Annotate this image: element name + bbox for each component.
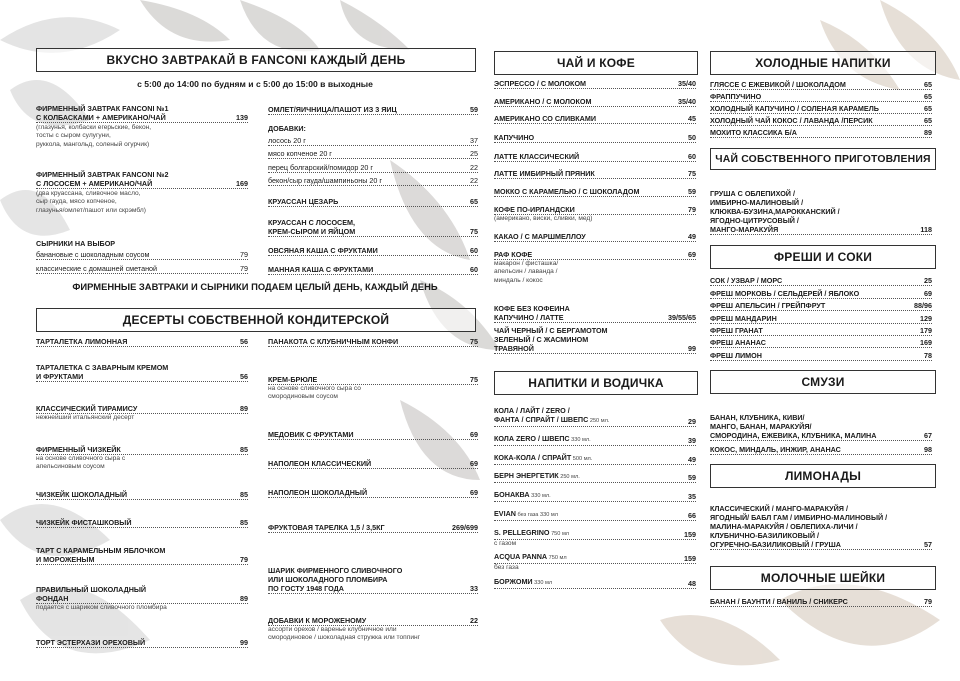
menu-item bbox=[268, 337, 478, 347]
item-price: 22 bbox=[470, 176, 478, 185]
menu-item bbox=[494, 79, 696, 89]
item-price: 65 bbox=[470, 197, 478, 206]
menu-item-own-tea bbox=[710, 174, 932, 235]
item-name: ФИРМЕННЫЙ ЗАВТРАК FANCONI №1 С КОЛБАСКАМИ + АМЕРИКАНО/ЧАЙ bbox=[36, 104, 169, 122]
item-name: ДОБАВКИ: bbox=[268, 124, 306, 133]
menu-item bbox=[710, 301, 932, 311]
item-name: ЧИЗКЕЙК ШОКОЛАДНЫЙ bbox=[36, 490, 128, 499]
menu-item bbox=[710, 351, 932, 361]
item-price: 75 bbox=[470, 337, 478, 346]
fresh-juice-section-title: ФРЕШИ И СОКИ bbox=[710, 245, 936, 269]
item-name: ФРЕШ АПЕЛЬСИН / ГРЕЙПФРУТ bbox=[710, 301, 826, 310]
item-name: перец болгарский/помидор 20 г bbox=[268, 163, 374, 172]
menu-item bbox=[268, 566, 478, 594]
item-price: 39/55/65 bbox=[668, 313, 696, 322]
item-name: КОФЕ БЕЗ КОФЕИНА КАПУЧИНО / ЛАТТЕ bbox=[494, 304, 570, 322]
item-name: РАФ КОФЕ bbox=[494, 250, 533, 259]
item-name: БАНАН, КЛУБНИКА, КИВИ/ МАНГО, БАНАН, МАРАКУЙЯ/ СМОРОДИНА, ЕЖЕВИКА, КЛУБНИКА, МАЛИНА bbox=[710, 413, 877, 440]
menu-item bbox=[36, 404, 248, 414]
item-name: КЛАССИЧЕСКИЙ ТИРАМИСУ bbox=[36, 404, 138, 413]
menu-item-syrniki-classic bbox=[36, 264, 248, 274]
menu-item bbox=[36, 518, 248, 528]
menu-item bbox=[494, 133, 696, 143]
tea-coffee-section-title: ЧАЙ И КОФЕ bbox=[494, 51, 698, 75]
item-name: КРУАССАН ЦЕЗАРЬ bbox=[268, 197, 339, 206]
item-price: 59 bbox=[470, 105, 478, 114]
item-name: ЛАТТЕ ИМБИРНЫЙ ПРЯНИК bbox=[494, 169, 595, 178]
item-price: 88/96 bbox=[914, 301, 932, 310]
item-price: 25 bbox=[470, 149, 478, 158]
menu-item-croissant-caesar bbox=[268, 197, 478, 207]
item-price: 89 bbox=[924, 128, 932, 137]
item-price: 49 bbox=[688, 455, 696, 464]
item-price: 45 bbox=[688, 114, 696, 123]
item-name: МОХИТО КЛАССИКА Б/А bbox=[710, 128, 797, 137]
menu-item bbox=[494, 455, 696, 465]
item-name: СЫРНИКИ НА ВЫБОР bbox=[36, 239, 116, 248]
item-name: ЭСПРЕССО / С МОЛОКОМ bbox=[494, 79, 587, 88]
item-price: 159 bbox=[684, 530, 696, 539]
item-price: 33 bbox=[470, 584, 478, 593]
item-name: БАНАН / БАУНТИ / ВАНИЛЬ / СНИКЕРС bbox=[710, 597, 848, 606]
item-name: КАПУЧИНО bbox=[494, 133, 535, 142]
item-description: (американо, виски, сливки, мед) bbox=[494, 215, 593, 222]
item-price: 79 bbox=[240, 250, 248, 259]
item-description: на основе сливочного сыра со смородиновым соусом bbox=[268, 385, 361, 401]
item-name: ПАНАКОТА С КЛУБНИЧНЫМ КОНФИ bbox=[268, 337, 399, 346]
item-name: ТОРТ ЭСТЕРХАЗИ ОРЕХОВЫЙ bbox=[36, 638, 146, 647]
item-price: 48 bbox=[688, 579, 696, 588]
item-price: 75 bbox=[470, 227, 478, 236]
item-price: 69 bbox=[688, 250, 696, 259]
menu-item bbox=[494, 187, 696, 197]
item-price: 99 bbox=[240, 638, 248, 647]
item-name: АМЕРИКАНО СО СЛИВКАМИ bbox=[494, 114, 597, 123]
menu-item bbox=[494, 326, 696, 354]
additions-title bbox=[268, 124, 478, 133]
item-name: ACQUA PANNA 750 мл bbox=[494, 552, 567, 561]
item-name: ЧИЗКЕЙК ФИСТАШКОВЫЙ bbox=[36, 518, 132, 527]
item-price: 57 bbox=[924, 540, 932, 549]
menu-item-omelet bbox=[268, 105, 478, 115]
item-volume: 330 мл. bbox=[529, 493, 551, 499]
item-price: 169 bbox=[920, 338, 932, 347]
menu-item-milkshake bbox=[710, 597, 932, 607]
menu-item-smoothie-coconut bbox=[710, 445, 932, 455]
item-price: 89 bbox=[240, 594, 248, 603]
item-price: 35/40 bbox=[678, 97, 696, 106]
item-volume: 250 мл. bbox=[558, 474, 580, 480]
item-name: КОЛА ZERO / ШВЕПС 330 мл. bbox=[494, 434, 591, 443]
item-price: 269/699 bbox=[452, 523, 478, 532]
breakfast-hours: с 5:00 до 14:00 по будням и с 5:00 до 15:00 в выходные bbox=[137, 79, 373, 89]
item-name: S. PELLEGRINO 750 мл bbox=[494, 528, 570, 537]
menu-item bbox=[494, 579, 696, 589]
item-price: 37 bbox=[470, 136, 478, 145]
item-name: КРЕМ-БРЮЛЕ bbox=[268, 375, 318, 384]
item-price: 22 bbox=[470, 163, 478, 172]
item-price: 89 bbox=[240, 404, 248, 413]
desserts-section-title: ДЕСЕРТЫ СОБСТВЕННОЙ КОНДИТЕРСКОЙ bbox=[36, 308, 476, 332]
menu-item bbox=[268, 375, 478, 385]
item-price: 79 bbox=[240, 264, 248, 273]
item-name: КОЛА / ЛАЙТ / ZERO / ФАНТА / СПРАЙТ / ШВЕПС 250 мл. bbox=[494, 406, 610, 424]
menu-item bbox=[268, 616, 478, 626]
menu-item bbox=[494, 250, 696, 260]
menu-item bbox=[710, 92, 932, 102]
item-volume: без газа 330 мл bbox=[515, 512, 558, 518]
menu-item-addition-salmon bbox=[268, 136, 478, 146]
item-name: ФРЕШ ЛИМОН bbox=[710, 351, 762, 360]
item-price: 60 bbox=[470, 246, 478, 255]
menu-item bbox=[36, 585, 248, 604]
all-day-note: ФИРМЕННЫЕ ЗАВТРАКИ И СЫРНИКИ ПОДАЕМ ЦЕЛЫЙ ДЕНЬ, КАЖДЫЙ ДЕНЬ bbox=[72, 281, 438, 292]
item-price: 35 bbox=[688, 492, 696, 501]
item-name: ГРУША С ОБЛЕПИХОЙ / ИМБИРНО-МАЛИНОВЫЙ / КЛЮКВА-БУЗИНА,МАРОККАНСКИЙ / ЯГОДНО-ЦИТРУСОВЫЙ / МАНГО-МАРАКУЙЯ bbox=[710, 189, 840, 234]
item-name: МАННАЯ КАША С ФРУКТАМИ bbox=[268, 265, 374, 274]
item-name: ТАРТ С КАРАМЕЛЬНЫМ ЯБЛОЧКОМ И МОРОЖЕНЫМ bbox=[36, 546, 166, 564]
item-name: ФИРМЕННЫЙ ЧИЗКЕЙК bbox=[36, 445, 121, 454]
breakfast-section-title: ВКУСНО ЗАВТРАКАЙ В FANCONI КАЖДЫЙ ДЕНЬ bbox=[36, 48, 476, 72]
menu-item bbox=[494, 304, 696, 323]
item-name: ТАРТАЛЕТКА С ЗАВАРНЫМ КРЕМОМ И ФРУКТАМИ bbox=[36, 363, 169, 381]
item-name: ЧАЙ ЧЕРНЫЙ / С БЕРГАМОТОМ ЗЕЛЕНЫЙ / С ЖАСМИНОМ ТРАВЯНОЙ bbox=[494, 326, 608, 353]
item-name: СОК / УЗВАР / МОРС bbox=[710, 276, 783, 285]
item-price: 75 bbox=[688, 169, 696, 178]
item-price: 69 bbox=[924, 289, 932, 298]
item-name: КАКАО / С МАРШМЕЛЛОУ bbox=[494, 232, 586, 241]
item-price: 29 bbox=[688, 417, 696, 426]
menu-item bbox=[268, 488, 478, 498]
item-name: КОКОС, МИНДАЛЬ, ИНЖИР, АНАНАС bbox=[710, 445, 841, 454]
item-price: 69 bbox=[470, 488, 478, 497]
item-price: 85 bbox=[240, 445, 248, 454]
menu-item bbox=[268, 430, 478, 440]
item-volume: 250 мл. bbox=[588, 418, 610, 424]
item-price: 67 bbox=[924, 431, 932, 440]
menu-item bbox=[710, 289, 932, 299]
item-price: 39 bbox=[688, 436, 696, 445]
menu-item bbox=[494, 152, 696, 162]
menu-item-breakfast-2 bbox=[36, 170, 248, 189]
item-name: ГЛЯССЕ С ЕЖЕВИКОЙ / ШОКОЛАДОМ bbox=[710, 80, 846, 89]
menu-item bbox=[494, 169, 696, 179]
item-description: подается с шариком сливочного пломбира bbox=[36, 604, 167, 611]
item-name: МЕДОВИК С ФРУКТАМИ bbox=[268, 430, 354, 439]
menu-item bbox=[36, 546, 248, 565]
menu-item bbox=[710, 128, 932, 138]
item-name: БОРЖОМИ 330 мл bbox=[494, 577, 553, 586]
item-price: 59 bbox=[688, 187, 696, 196]
menu-item-syrniki-banana bbox=[36, 250, 248, 260]
menu-item bbox=[710, 338, 932, 348]
item-name: НАПОЛЕОН КЛАССИЧЕСКИЙ bbox=[268, 459, 372, 468]
item-description: (два круассана, сливочное масло, сыр гауда, мясо копченое, глазунья/омлет/пашот или скрэмбл) bbox=[36, 190, 146, 214]
item-price: 69 bbox=[470, 459, 478, 468]
item-price: 118 bbox=[920, 225, 932, 234]
item-price: 79 bbox=[924, 597, 932, 606]
menu-item bbox=[36, 337, 248, 347]
menu-item bbox=[494, 436, 696, 446]
item-price: 129 bbox=[920, 314, 932, 323]
item-price: 179 bbox=[920, 326, 932, 335]
item-name: классические с домашней сметаной bbox=[36, 264, 158, 273]
item-name: ШАРИК ФИРМЕННОГО СЛИВОЧНОГО ИЛИ ШОКОЛАДНОГО ПЛОМБИРА ПО ГОСТУ 1948 ГОДА bbox=[268, 566, 403, 593]
item-name: ЛАТТЕ КЛАССИЧЕСКИЙ bbox=[494, 152, 580, 161]
item-price: 79 bbox=[688, 205, 696, 214]
item-price: 56 bbox=[240, 372, 248, 381]
menu-item bbox=[710, 80, 932, 90]
item-volume: 500 мл. bbox=[571, 456, 593, 462]
menu-item bbox=[36, 490, 248, 500]
menu-item bbox=[494, 205, 696, 215]
menu-item-addition-pepper bbox=[268, 163, 478, 173]
item-price: 85 bbox=[240, 490, 248, 499]
item-name: банановые с шоколадным соусом bbox=[36, 250, 150, 259]
menu-item bbox=[710, 314, 932, 324]
item-price: 75 bbox=[470, 375, 478, 384]
menu-item-lemonade bbox=[710, 494, 932, 550]
item-name: КРУАССАН С ЛОСОСЕМ, КРЕМ-СЫРОМ И ЯЙЦОМ bbox=[268, 218, 356, 236]
item-name: БОНАКВА 330 мл. bbox=[494, 490, 551, 499]
menu-item bbox=[494, 530, 696, 540]
menu-item bbox=[268, 523, 478, 533]
item-name: ФРЕШ АНАНАС bbox=[710, 338, 766, 347]
item-name: ОВСЯНАЯ КАША С ФРУКТАМИ bbox=[268, 246, 378, 255]
menu-item bbox=[494, 473, 696, 483]
item-volume: 330 мл bbox=[532, 580, 553, 586]
item-price: 65 bbox=[924, 104, 932, 113]
menu-item bbox=[494, 97, 696, 107]
item-name: EVIAN без газа 330 мл bbox=[494, 509, 558, 518]
item-description: ассорти орехов / варенье клубничное или смородиновое / шоколадная стружка или топпинг bbox=[268, 626, 421, 642]
item-price: 22 bbox=[470, 616, 478, 625]
item-name: ФИРМЕННЫЙ ЗАВТРАК FANCONI №2 С ЛОСОСЕМ + АМЕРИКАНО/ЧАЙ bbox=[36, 170, 169, 188]
item-name: ФРАППУЧИНО bbox=[710, 92, 762, 101]
item-price: 85 bbox=[240, 518, 248, 527]
item-name: ПРАВИЛЬНЫЙ ШОКОЛАДНЫЙ ФОНДАН bbox=[36, 585, 147, 603]
item-name: ХОЛОДНЫЙ КАПУЧИНО / СОЛЕНАЯ КАРАМЕЛЬ bbox=[710, 104, 879, 113]
item-price: 169 bbox=[236, 179, 248, 188]
menu-item bbox=[36, 445, 248, 455]
item-name: ОМЛЕТ/ЯИЧНИЦА/ПАШОТ ИЗ 3 ЯИЦ bbox=[268, 105, 397, 114]
item-price: 49 bbox=[688, 232, 696, 241]
item-name: ХОЛОДНЫЙ ЧАЙ КОКОС / ЛАВАНДА /ПЕРСИК bbox=[710, 116, 873, 125]
item-price: 139 bbox=[236, 113, 248, 122]
item-name: КЛАССИЧЕСКИЙ / МАНГО-МАРАКУЙЯ / ЯГОДНЫЙ/ БАБЛ ГАМ / ИМБИРНО-МАЛИНОВЫЙ / МАЛИНА-МАРАКУЙЯ / ОБЛЕПИХА-ЛИЧИ / КЛУБНИЧНО-БАЗИЛИКОВЫЙ / ОГУРЕЧНО-БАЗИЛИКОВЫЙ / ГРУША bbox=[710, 504, 888, 549]
item-description: с газом bbox=[494, 540, 517, 547]
item-price: 65 bbox=[924, 80, 932, 89]
item-name: КОКА-КОЛА / СПРАЙТ 500 мл. bbox=[494, 453, 593, 462]
syrniki-title bbox=[36, 239, 248, 248]
item-volume: 750 мл bbox=[549, 531, 570, 537]
menu-item bbox=[494, 232, 696, 242]
menu-item-smoothie bbox=[710, 404, 932, 441]
menu-item bbox=[710, 104, 932, 114]
menu-item bbox=[710, 116, 932, 126]
item-price: 56 bbox=[240, 337, 248, 346]
item-price: 59 bbox=[688, 473, 696, 482]
lemonade-section-title: ЛИМОНАДЫ bbox=[710, 464, 936, 488]
item-name: ТАРТАЛЕТКА ЛИМОННАЯ bbox=[36, 337, 128, 346]
item-price: 99 bbox=[688, 344, 696, 353]
own-tea-section-title: ЧАЙ СОБСТВЕННОГО ПРИГОТОВЛЕНИЯ bbox=[710, 148, 936, 170]
menu-item bbox=[494, 114, 696, 124]
milkshake-section-title: МОЛОЧНЫЕ ШЕЙКИ bbox=[710, 566, 936, 590]
menu-item-addition-bacon bbox=[268, 176, 478, 186]
item-name: НАПОЛЕОН ШОКОЛАДНЫЙ bbox=[268, 488, 368, 497]
menu-item bbox=[494, 492, 696, 502]
menu-item bbox=[268, 459, 478, 469]
item-description: (глазунья, колбаски егерьские, бекон, тосты с сыром сулугуни, руккола, мангольд, соленый огурчик) bbox=[36, 124, 152, 148]
item-price: 159 bbox=[684, 554, 696, 563]
item-name: ДОБАВКИ К МОРОЖЕНОМУ bbox=[268, 616, 367, 625]
item-price: 25 bbox=[924, 276, 932, 285]
item-price: 50 bbox=[688, 133, 696, 142]
item-price: 65 bbox=[924, 116, 932, 125]
item-price: 98 bbox=[924, 445, 932, 454]
item-name: БЕРН ЭНЕРГЕТИК 250 мл. bbox=[494, 471, 580, 480]
item-name: ФРЕШ МАНДАРИН bbox=[710, 314, 777, 323]
menu-item bbox=[710, 276, 932, 286]
item-price: 79 bbox=[240, 555, 248, 564]
item-name: КОФЕ ПО-ИРЛАНДСКИ bbox=[494, 205, 575, 214]
menu-item-addition-meat bbox=[268, 149, 478, 159]
drinks-section-title: НАПИТКИ И ВОДИЧКА bbox=[494, 371, 698, 395]
cold-drinks-section-title: ХОЛОДНЫЕ НАПИТКИ bbox=[710, 51, 936, 75]
item-price: 65 bbox=[924, 92, 932, 101]
menu-item-oatmeal bbox=[268, 246, 478, 256]
item-price: 69 bbox=[470, 430, 478, 439]
item-name: МОККО С КАРАМЕЛЬЮ / С ШОКОЛАДОМ bbox=[494, 187, 640, 196]
item-description: на основе сливочного сыра с апельсиновым соусом bbox=[36, 455, 126, 471]
item-name: бекон/сыр гауда/шампиньоны 20 г bbox=[268, 176, 382, 185]
item-name: ФРЕШ МОРКОВЬ / СЕЛЬДЕРЕЙ / ЯБЛОКО bbox=[710, 289, 860, 298]
item-description: нежнейший итальянский десерт bbox=[36, 414, 135, 421]
menu-item bbox=[36, 638, 248, 648]
menu-item bbox=[36, 363, 248, 382]
menu-item bbox=[494, 511, 696, 521]
item-volume: 750 мл bbox=[547, 555, 567, 561]
menu-item bbox=[494, 408, 696, 427]
item-name: лосось 20 г bbox=[268, 136, 306, 145]
item-name: ФРЕШ ГРАНАТ bbox=[710, 326, 763, 335]
item-description: без газа bbox=[494, 564, 519, 571]
menu-item bbox=[494, 554, 696, 564]
menu-item bbox=[710, 326, 932, 336]
item-description: макарон / фисташка/ апельсин / лаванда / миндаль / кокос bbox=[494, 260, 559, 284]
menu-item-semolina bbox=[268, 265, 478, 275]
item-name: мясо копченое 20 г bbox=[268, 149, 332, 158]
item-name: ФРУКТОВАЯ ТАРЕЛКА 1,5 / 3,5КГ bbox=[268, 523, 385, 532]
item-volume: 330 мл. bbox=[569, 437, 591, 443]
menu-item-croissant-salmon bbox=[268, 218, 478, 237]
smoothie-section-title: СМУЗИ bbox=[710, 370, 936, 394]
item-price: 60 bbox=[470, 265, 478, 274]
item-name: АМЕРИКАНО / С МОЛОКОМ bbox=[494, 97, 592, 106]
item-price: 60 bbox=[688, 152, 696, 161]
item-price: 78 bbox=[924, 351, 932, 360]
item-price: 35/40 bbox=[678, 79, 696, 88]
menu-item-breakfast-1 bbox=[36, 104, 248, 123]
item-price: 66 bbox=[688, 511, 696, 520]
